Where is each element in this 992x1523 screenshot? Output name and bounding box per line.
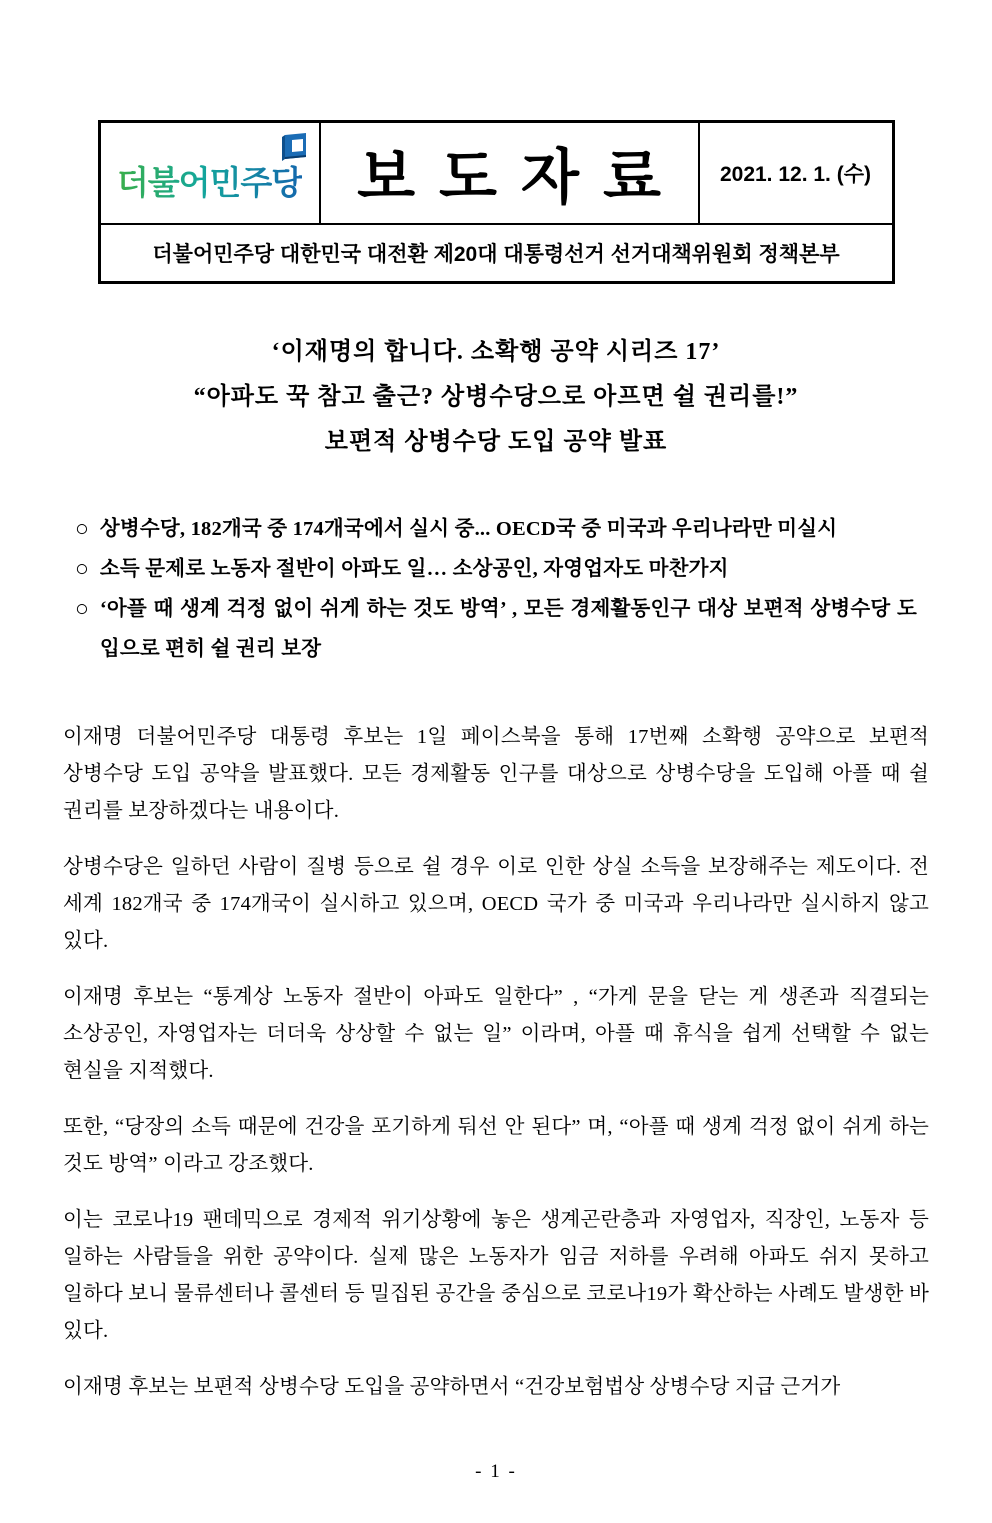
document-type-title: 보도자료 — [357, 144, 685, 211]
party-logo-text: 더불어민주당 — [116, 163, 303, 201]
party-flag-icon — [280, 133, 310, 163]
body-paragraph-1: 이재명 더불어민주당 대통령 후보는 1일 페이스북을 통해 17번째 소확행 공약으로 보편적 상병수당 도입 공약을 발표했다. 모든 경제활동 인구를 대상으로 상병수당을 도입해 아플 때 쉴 권리를 보장하겠다는 내용이다. — [63, 726, 929, 822]
headline-slogan: “아파도 꾹 참고 출근? 상병수당으로 아프면 쉴 권리를!” — [193, 384, 799, 410]
summary-bullet-list — [63, 509, 929, 669]
headline-block — [63, 330, 929, 465]
page-number: - 1 - — [475, 1461, 517, 1482]
headline-announcement: 보편적 상병수당 도입 공약 발표 — [324, 429, 668, 455]
party-logo — [117, 157, 302, 204]
circle-bullet-icon: ○ — [75, 556, 89, 581]
headline-series-title: ‘이재명의 합니다. 소확행 공약 시리즈 17’ — [271, 339, 721, 365]
header-top-row — [101, 123, 892, 223]
circle-bullet-icon: ○ — [75, 596, 89, 621]
summary-bullet-text: ‘아플 때 생계 걱정 없이 쉬게 하는 것도 방역’ , 모든 경제활동인구 대상 보편적 상병수당 도입으로 편히 쉴 권리 보장 — [99, 598, 917, 660]
body-paragraph-2: 상병수당은 일하던 사람이 질병 등으로 쉴 경우 이로 인한 상실 소득을 보장해주는 제도이다. 전 세계 182개국 중 174개국이 실시하고 있으며, OECD 국가 중 미국과 우리나라만 실시하지 않고 있다. — [63, 856, 929, 952]
summary-bullet-text: 소득 문제로 노동자 절반이 아파도 일… 소상공인, 자영업자도 마찬가지 — [99, 558, 729, 580]
circle-bullet-icon: ○ — [75, 516, 89, 541]
issuing-org: 더불어민주당 대한민국 대전환 제20대 대통령선거 선거대책위원회 정책본부 — [152, 243, 840, 266]
party-logo-cell — [101, 123, 321, 223]
body-paragraph-3: 이재명 후보는 “통계상 노동자 절반이 아파도 일한다” , “가게 문을 닫는 게 생존과 직결되는 소상공인, 자영업자는 더더욱 상상할 수 없는 일” 이라며, 아플 때 휴식을 쉽게 선택할 수 없는 현실을 지적했다. — [63, 986, 929, 1082]
document-type-cell — [321, 123, 700, 223]
press-release-page — [0, 120, 992, 1523]
body-paragraph-6: 이재명 후보는 보편적 상병수당 도입을 공약하면서 “건강보험법상 상병수당 지급 근거가 — [63, 1376, 841, 1398]
release-date: 2021. 12. 1. (수) — [719, 163, 872, 186]
release-date-cell — [700, 123, 892, 223]
page-footer — [0, 1461, 992, 1483]
issuing-org-row — [101, 223, 892, 281]
summary-bullet-2 — [75, 549, 917, 589]
header-table — [98, 120, 895, 284]
summary-bullet-3 — [75, 589, 917, 669]
summary-bullet-1 — [75, 509, 917, 549]
article-body — [63, 719, 929, 1406]
summary-bullet-text: 상병수당, 182개국 중 174개국에서 실시 중... OECD국 중 미국과 우리나라만 미실시 — [99, 518, 838, 540]
body-paragraph-4: 또한, “당장의 소득 때문에 건강을 포기하게 둬선 안 된다” 며, “아플 때 생계 걱정 없이 쉬게 하는 것도 방역” 이라고 강조했다. — [63, 1116, 929, 1175]
body-paragraph-5: 이는 코로나19 팬데믹으로 경제적 위기상황에 놓은 생계곤란층과 자영업자, 직장인, 노동자 등 일하는 사람들을 위한 공약이다. 실제 많은 노동자가 임금 저하를 우려해 아파도 쉬지 못하고 일하다 보니 물류센터나 콜센터 등 밀집된 공간을 중심으로 코로나19가 확산하는 사례도 발생한 바 있다. — [63, 1209, 929, 1342]
